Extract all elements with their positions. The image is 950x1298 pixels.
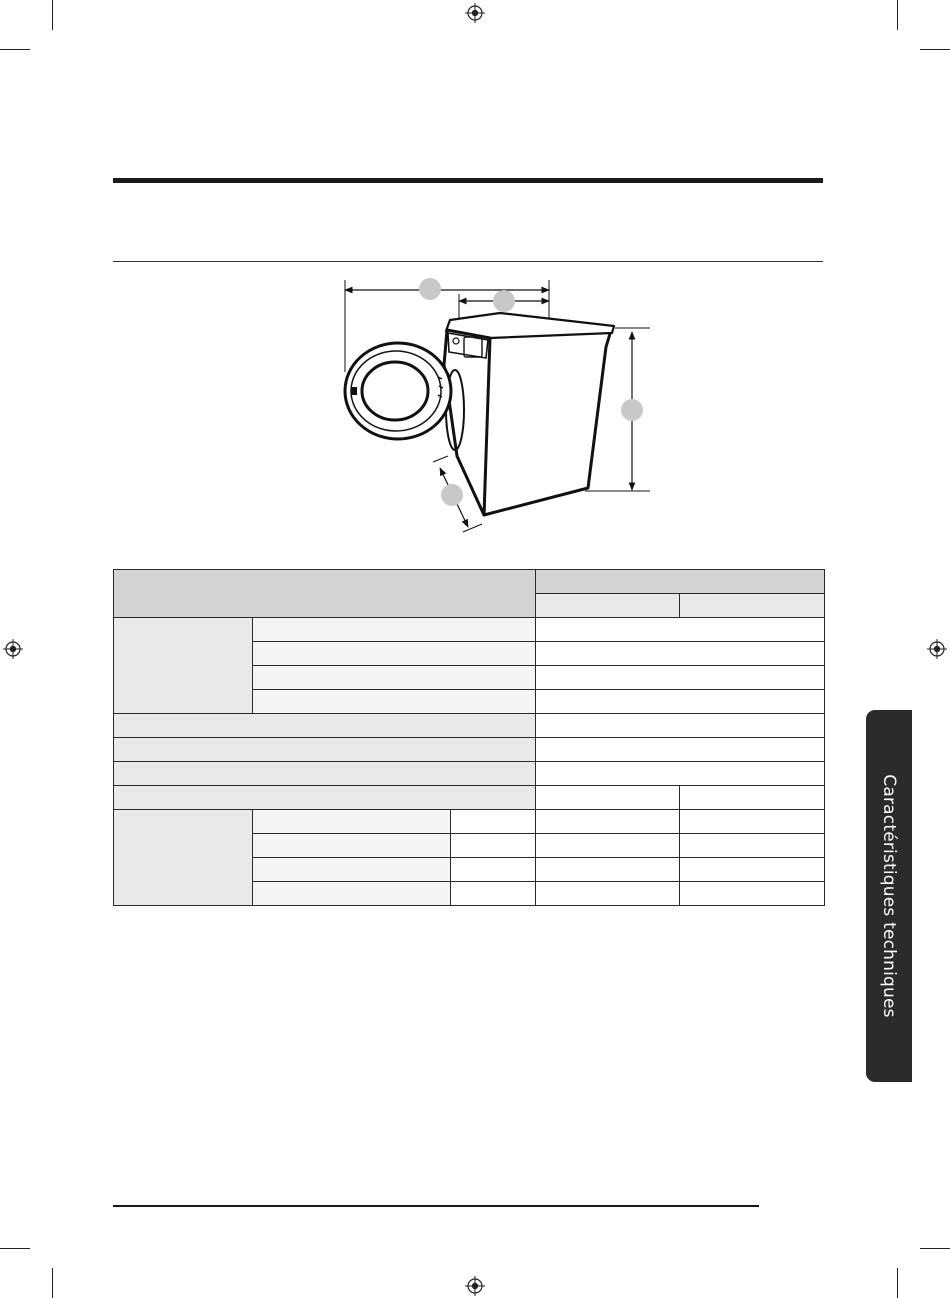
table-row	[114, 762, 825, 786]
table-cell	[451, 834, 536, 858]
table-cell	[114, 786, 536, 810]
crop-mark	[52, 1268, 53, 1298]
header-cell	[536, 570, 825, 594]
crop-mark	[897, 0, 898, 30]
table-cell	[114, 810, 253, 906]
registration-mark-icon	[465, 1276, 485, 1296]
table-cell	[680, 882, 825, 906]
table-cell	[451, 810, 536, 834]
crop-mark	[920, 49, 950, 50]
table-cell	[114, 618, 253, 714]
chapter-side-tab-label: Caractéristiques techniques	[879, 774, 899, 1018]
table-cell	[253, 810, 451, 834]
table-row	[114, 714, 825, 738]
specifications-table	[113, 569, 825, 906]
table-cell	[253, 666, 536, 690]
table-cell	[680, 834, 825, 858]
crop-mark	[0, 49, 30, 50]
table-cell	[253, 882, 451, 906]
table-cell	[253, 858, 451, 882]
table-cell	[680, 810, 825, 834]
header-cell	[536, 594, 680, 618]
table-cell	[451, 882, 536, 906]
table-cell	[253, 642, 536, 666]
footer-rule	[113, 1205, 759, 1207]
table-cell	[536, 882, 680, 906]
chapter-side-tab	[866, 710, 912, 1082]
registration-mark-icon	[927, 639, 947, 659]
table-cell	[114, 714, 536, 738]
table-cell	[680, 858, 825, 882]
section-rule	[113, 261, 823, 262]
registration-mark-icon	[3, 639, 23, 659]
table-cell	[536, 834, 680, 858]
table-cell	[536, 666, 825, 690]
table-cell	[680, 786, 825, 810]
table-cell	[253, 618, 536, 642]
table-cell	[536, 762, 825, 786]
table-cell	[536, 738, 825, 762]
table-cell	[114, 762, 536, 786]
table-cell	[451, 858, 536, 882]
table-row	[114, 786, 825, 810]
table-row	[114, 618, 825, 642]
header-cell	[114, 570, 536, 618]
table-cell	[536, 786, 680, 810]
table-cell	[536, 690, 825, 714]
registration-mark-icon	[465, 3, 485, 23]
crop-mark	[920, 1248, 950, 1249]
title-rule	[113, 178, 823, 183]
table-cell	[253, 834, 451, 858]
table-row	[114, 810, 825, 834]
table-row	[114, 738, 825, 762]
table-cell	[536, 714, 825, 738]
crop-mark	[0, 1248, 30, 1249]
table-row	[114, 570, 825, 594]
table-cell	[536, 642, 825, 666]
washer-dimension-diagram	[330, 268, 670, 538]
table-cell	[536, 618, 825, 642]
crop-mark	[52, 0, 53, 30]
crop-mark	[897, 1268, 898, 1298]
table-cell	[536, 858, 680, 882]
table-cell	[536, 810, 680, 834]
table-cell	[253, 690, 536, 714]
table-cell	[114, 738, 536, 762]
header-cell	[680, 594, 825, 618]
